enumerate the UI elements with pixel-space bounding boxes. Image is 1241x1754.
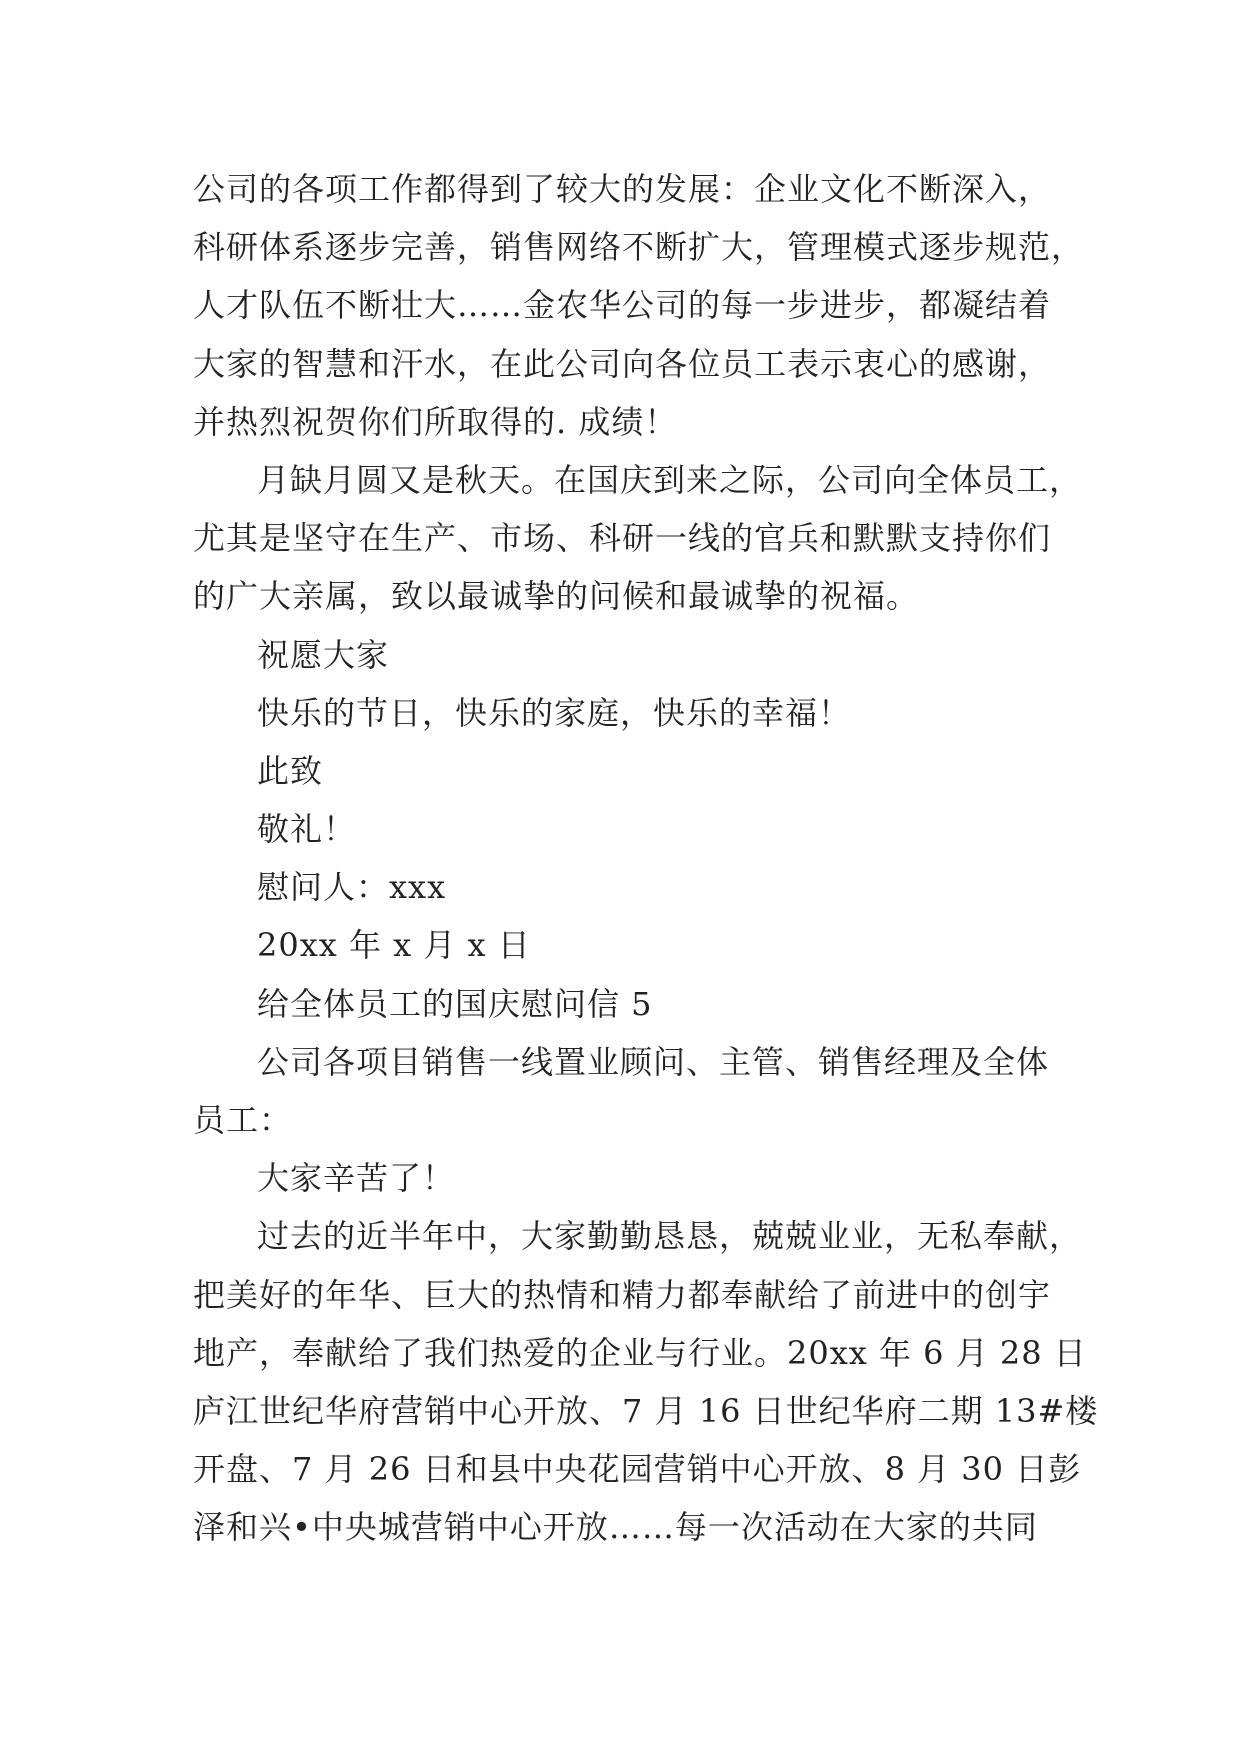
text-line: 公司的各项工作都得到了较大的发展：企业文化不断深入， <box>193 170 1052 208</box>
paragraph-first-line: 月缺月圆又是秋天。在国庆到来之际，公司向全体员工， <box>257 460 1083 499</box>
date-line: 20xx 年 x 月 x 日 <box>257 926 531 965</box>
paragraph-first-line: 过去的近半年中，大家勤勤恳恳，兢兢业业，无私奉献， <box>257 1217 1083 1256</box>
text-line: 并热烈祝贺你们所取得的. 成绩！ <box>193 402 678 441</box>
salutation-line: 敬礼！ <box>257 810 357 849</box>
text-line: 庐江世纪华府营销中心开放、7 月 16 日世纪华府二期 13#楼 <box>193 1391 1099 1430</box>
signature-line: 慰问人：xxx <box>257 868 447 907</box>
text-line: 开盘、7 月 26 日和县中央花园营销中心开放、8 月 30 日彭 <box>193 1450 1082 1489</box>
text-line: 人才队伍不断壮大……金农华公司的每一步进步，都凝结着 <box>193 286 1052 325</box>
closing-line: 此致 <box>257 751 324 790</box>
greeting-line: 祝愿大家 <box>257 635 390 674</box>
text-line: 地产，奉献给了我们热爱的企业与行业。20xx 年 6 月 28 日 <box>193 1333 1087 1372</box>
text-line: 员工： <box>193 1101 293 1139</box>
text-line: 大家的智慧和汗水，在此公司向各位员工表示衷心的感谢， <box>193 344 1052 383</box>
section-title: 给全体员工的国庆慰问信 5 <box>257 984 653 1023</box>
greeting-line: 大家辛苦了！ <box>257 1159 456 1198</box>
addressee-line: 公司各项目销售一线置业顾问、主管、销售经理及全体 <box>257 1042 1050 1081</box>
letter-body <box>193 160 1099 1557</box>
text-line: 的广大亲属，致以最诚挚的问候和最诚挚的祝福。 <box>193 577 920 616</box>
text-line: 泽和兴•中央城营销中心开放……每一次活动在大家的共同 <box>193 1508 1038 1547</box>
wishes-line: 快乐的节日，快乐的家庭，快乐的幸福！ <box>257 693 852 732</box>
text-line: 科研体系逐步完善，销售网络不断扩大，管理模式逐步规范， <box>193 228 1085 267</box>
text-line: 尤其是坚守在生产、市场、科研一线的官兵和默默支持你们 <box>193 519 1052 558</box>
text-line: 把美好的年华、巨大的热情和精力都奉献给了前进中的创宇 <box>193 1275 1052 1314</box>
